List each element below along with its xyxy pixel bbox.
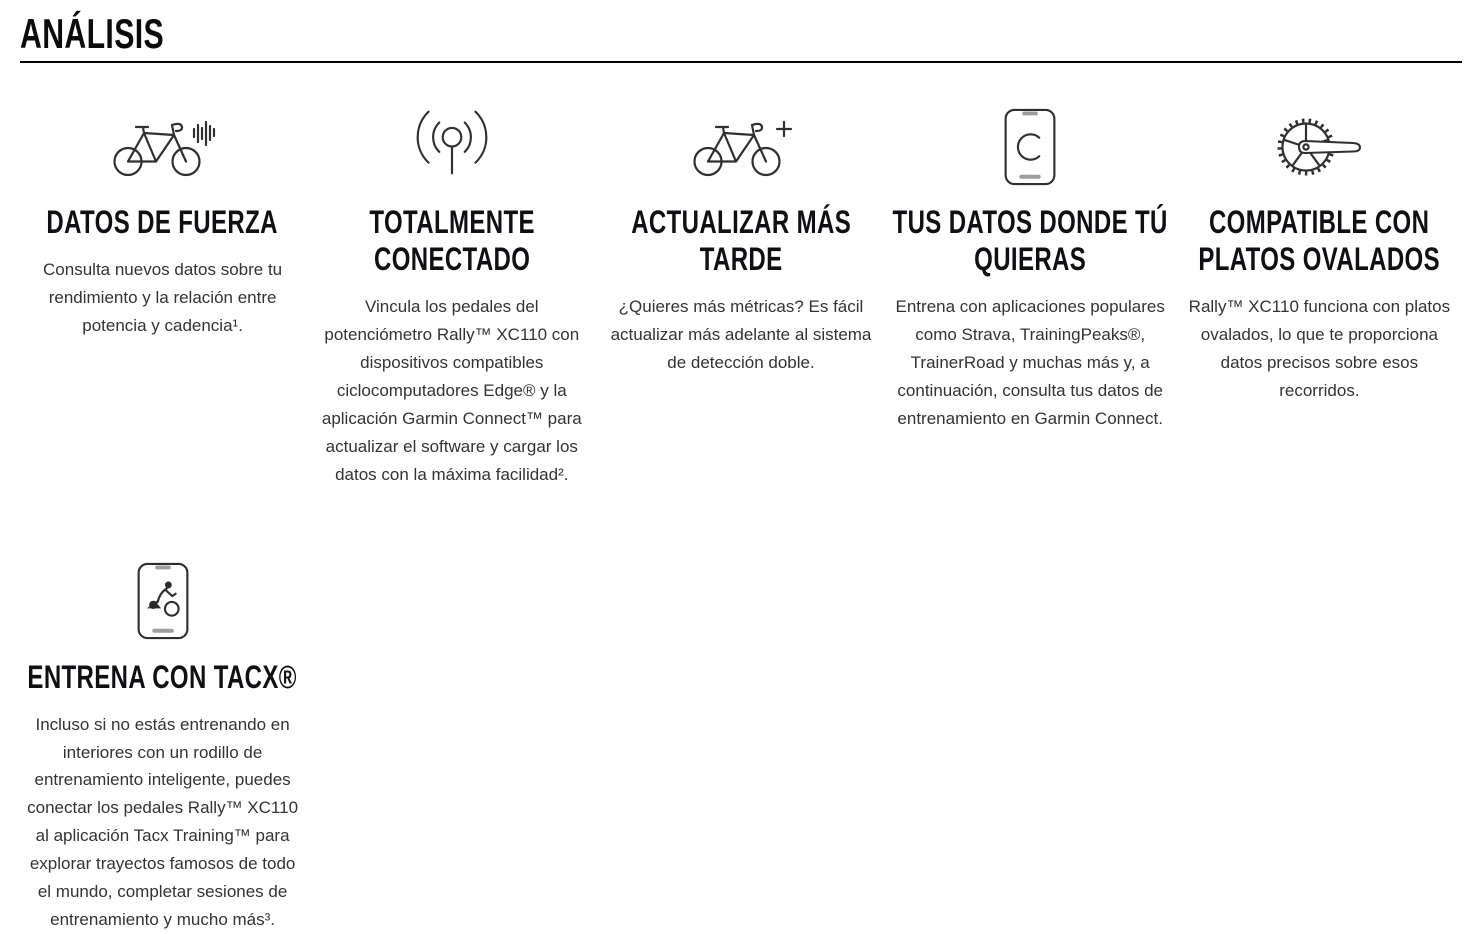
feature-body: Vincula los pedales del potenciómetro Rally™ XC110 con dispositivos compatibles ciclocomputadores Edge® y la aplicación Garmin Connect™ para actualizar el software y cargar los datos con la máxima facilidad². [321,297,582,484]
bike-plus-icon [598,94,883,199]
feature-body: ¿Quieres más métricas? Es fácil actualizar más adelante al sistema de detección doble. [610,297,872,373]
feature-title: TOTALMENTE CONECTADO [369,204,535,278]
feature-grid [20,94,1462,933]
phone-connect-icon [888,94,1173,199]
feature-title: TUS DATOS DONDE TÚ QUIERAS [892,204,1168,278]
feature-force-data [20,94,305,488]
feature-body: Incluso si no estás entrenando en interiores con un rodillo de entrenamiento inteligente, puedes conectar los pedales Rally™ XC110 al aplicación Tacx Training™ para explorar trayectos famosos de todo el mundo, completar sesiones de entrenamiento y mucho más³. [27,714,299,929]
wireless-signal-icon [309,94,594,199]
feature-body: Rally™ XC110 funciona con platos ovalados, lo que te proporciona datos precisos sobre esos recorridos. [1188,297,1451,401]
feature-body: Entrena con aplicaciones populares como Strava, TrainingPeaks®, TrainerRoad y muchas más y, a continuación, consulta tus datos de entrenamiento en Garmin Connect. [895,297,1165,428]
feature-title: ENTRENA CON TACX® [27,658,298,695]
bike-power-waves-icon [20,94,305,199]
feature-train-with-tacx [20,549,305,934]
phone-cyclist-icon [20,549,305,654]
crankset-icon [1177,94,1462,199]
feature-data-anywhere [888,94,1173,488]
feature-body: Consulta nuevos datos sobre tu rendimiento y la relación entre potencia y cadencia¹. [43,260,283,336]
feature-title: DATOS DE FUERZA [46,204,279,241]
feature-title: COMPATIBLE CON PLATOS OVALADOS [1198,204,1441,278]
feature-title: ACTUALIZAR MÁS TARDE [631,204,851,278]
section-header [20,0,1462,63]
page-title: ANÁLISIS [20,10,165,57]
feature-oval-chainrings [1177,94,1462,488]
feature-fully-connected [309,94,594,488]
feature-upgrade-later [598,94,883,488]
